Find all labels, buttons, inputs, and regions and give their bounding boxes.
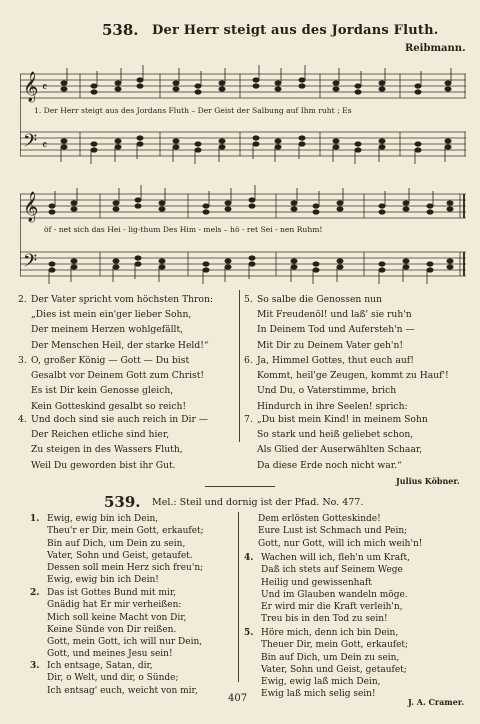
stanza-3: 3. O, großer König — Gott — Du bist Gesalbt vor Deinem Gott zum Christ! Es ist Dir kein Genosse gleich, Kein Gotteskind gesalbt so reich! bbox=[18, 355, 205, 412]
column-divider-539 bbox=[238, 512, 239, 682]
stanza-4: 4. Und doch sind sie auch reich in Dir — Der Reichen etliche sind hier, Zu steigen in des Wassers Fluth, Weil Du geworden bist ihr Gut. bbox=[18, 414, 208, 471]
svg-text:𝄴: 𝄴 bbox=[42, 138, 48, 152]
hymn-538-number: 538. bbox=[102, 21, 139, 39]
music-system-2 bbox=[20, 184, 466, 288]
hymn-539-melody: Mel.: Steil und dornig ist der Pfad. No. 477. bbox=[152, 497, 364, 508]
hymn-539-author: J. A. Cramer. bbox=[408, 697, 465, 707]
treble-clef-icon: 𝄞 bbox=[23, 72, 39, 102]
stanza-5: 5. So salbe die Genossen nun Mit Freudenöl! und laß' sie ruh'n In Deinem Tod und Aufersteh'n — Mit Dir zu Deinem Vater geh'n! bbox=[244, 294, 415, 351]
music-system-1 bbox=[20, 64, 466, 168]
stanza-6: 6. Ja, Himmel Gottes, thut euch auf! Kommt, heil'ge Zeugen, kommt zu Hauf'! Und Du, o Vaterstimme, brich Hindurch in ihre Seelen! sprich: bbox=[244, 355, 449, 412]
stanza-539-1: 1. Ewig, ewig bin ich Dein, Theu'r er Dir, mein Gott, erkaufet; Bin auf Dich, um Dein zu sein, Vater, Sohn und Geist, getaufet. Dessen soll mein Herz sich freu'n; Ewig, ewig bin ich Dein! bbox=[30, 514, 204, 586]
music-staves-2 bbox=[20, 184, 466, 288]
page-number: 407 bbox=[228, 693, 248, 704]
lyric-line-2: öf - net sich das Hei - lig-thum Des Him - mels – hö - ret Sei - nen Ruhm! bbox=[44, 225, 323, 234]
svg-text:𝄴: 𝄴 bbox=[42, 80, 48, 94]
hymn-538-author: Julius Köbner. bbox=[396, 476, 460, 486]
stanza-7: 7. „Du bist mein Kind! in meinem Sohn So stark und heiß geliebet schon, Als Glied der Auserwählten Schaar, Da diese Erde noch nicht war.“ bbox=[244, 414, 428, 471]
column-divider-538 bbox=[239, 290, 240, 442]
section-divider bbox=[205, 486, 275, 487]
stanza-539-3-continued: Dem erlösten Gotteskinde! Eure Lust ist Schmach und Pein; Gott, nur Gott, will ich mich weih'n! bbox=[258, 514, 423, 549]
treble-clef-icon: 𝄞 bbox=[23, 192, 39, 222]
stanza-539-4: 4. Wachen will ich, fleh'n um Kraft, Daß ich stets auf Seinem Wege Heilig und gewissenhaft Und im Glauben wandeln möge. Er wird mir die Kraft verleih'n, Treu bis in den Tod zu sein! bbox=[244, 553, 410, 625]
bass-clef-icon: 𝄢 bbox=[23, 251, 38, 276]
hymn-538-composer: Reibmann. bbox=[405, 43, 466, 54]
bass-clef-icon: 𝄢 bbox=[23, 131, 38, 156]
music-staves-1 bbox=[20, 64, 466, 168]
stanza-2: 2. Der Vater spricht vom höchsten Thron: „Dies ist mein ein'ger lieber Sohn, Der meinem Herzen wohlgefällt, Der Menschen Heil, der starke Held!“ bbox=[18, 294, 213, 351]
hymn-539-number: 539. bbox=[104, 493, 141, 511]
lyric-line-1: 1. Der Herr steigt aus des Jordans Fluth – Der Geist der Salbung auf Ihm ruht ; Es bbox=[34, 106, 352, 115]
stanza-539-2: 2. Das ist Gottes Bund mit mir, Gnädig hat Er mir verheißen: Mich soll keine Macht von Dir, Keine Sünde von Dir reißen. Gott, mein Gott, ich will nur Dein, Gott, und meines Jesu sein! bbox=[30, 588, 203, 660]
stanza-539-3: 3. Ich entsage, Satan, dir, Dir, o Welt, und dir, o Sünde; Ich entsag' euch, weicht von mir, bbox=[30, 661, 198, 696]
stanza-539-5: 5. Höre mich, denn ich bin Dein, Theuer Dir, mein Gott, erkaufet; Bin auf Dich, um Dein zu sein, Vater, Sohn und Geist, getaufet; Ewig, ewig laß mich Dein, Ewig laß mich selig sein! bbox=[244, 628, 409, 700]
hymn-538-title: Der Herr steigt aus des Jordans Fluth. bbox=[152, 23, 439, 38]
